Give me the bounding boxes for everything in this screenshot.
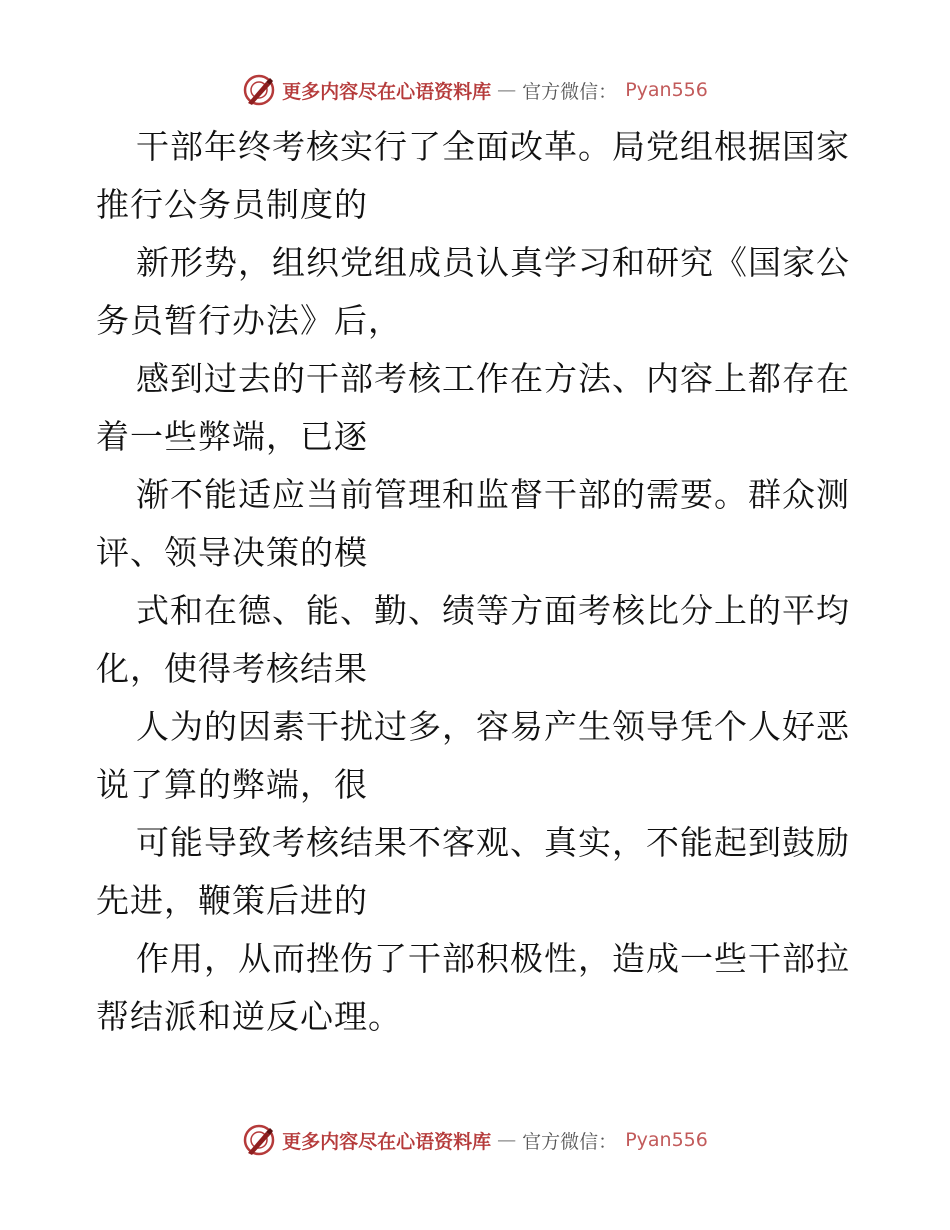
- paragraph-line: 推行公务员制度的: [96, 185, 368, 224]
- paragraph-line: 化，使得考核结果: [96, 649, 368, 688]
- footer-watermark: [0, 1120, 950, 1160]
- paragraph: [96, 466, 856, 582]
- paragraph-line: 人为的因素干扰过多，容易产生领导凭个人好恶: [136, 707, 850, 746]
- paragraph-line: 新形势，组织党组成员认真学习和研究《国家公: [136, 243, 850, 282]
- watermark-text: 更多内容尽在心语资料库: [282, 80, 492, 103]
- pen-logo-icon: [242, 1123, 276, 1157]
- paragraph-line: 式和在德、能、勤、绩等方面考核比分上的平均: [136, 591, 850, 630]
- paragraph-line: 说了算的弊端，很: [96, 765, 368, 804]
- header-watermark: [0, 70, 950, 110]
- paragraph-line: 渐不能适应当前管理和监督干部的需要。群众测: [136, 475, 850, 514]
- paragraph-line: 先进，鞭策后进的: [96, 881, 368, 920]
- paragraph-line: 务员暂行办法》后，: [96, 301, 402, 340]
- watermark-account: Pyan556: [625, 1129, 708, 1151]
- watermark-channel: 官方微信：: [522, 1130, 618, 1153]
- paragraph: [96, 930, 856, 1046]
- paragraph-line: 着一些弊端，已逐: [96, 417, 368, 456]
- paragraph-line: 作用，从而挫伤了干部积极性，造成一些干部拉: [136, 939, 850, 978]
- watermark-text: 更多内容尽在心语资料库: [282, 1130, 492, 1153]
- paragraph-line: 帮结派和逆反心理。: [96, 997, 402, 1036]
- paragraph-line: 感到过去的干部考核工作在方法、内容上都存在: [136, 359, 850, 398]
- paragraph: [96, 118, 856, 234]
- watermark-dash: —: [497, 79, 517, 101]
- paragraph: [96, 234, 856, 350]
- paragraph: [96, 698, 856, 814]
- watermark-channel: 官方微信：: [522, 80, 618, 103]
- document-body: [96, 118, 856, 1046]
- paragraph-line: 评、领导决策的模: [96, 533, 368, 572]
- paragraph-line: 可能导致考核结果不客观、真实，不能起到鼓励: [136, 823, 850, 862]
- paragraph: [96, 350, 856, 466]
- watermark-account: Pyan556: [625, 79, 708, 101]
- watermark-dash: —: [497, 1129, 517, 1151]
- paragraph: [96, 814, 856, 930]
- paragraph: [96, 582, 856, 698]
- pen-logo-icon: [242, 73, 276, 107]
- paragraph-line: 干部年终考核实行了全面改革。局党组根据国家: [136, 127, 850, 166]
